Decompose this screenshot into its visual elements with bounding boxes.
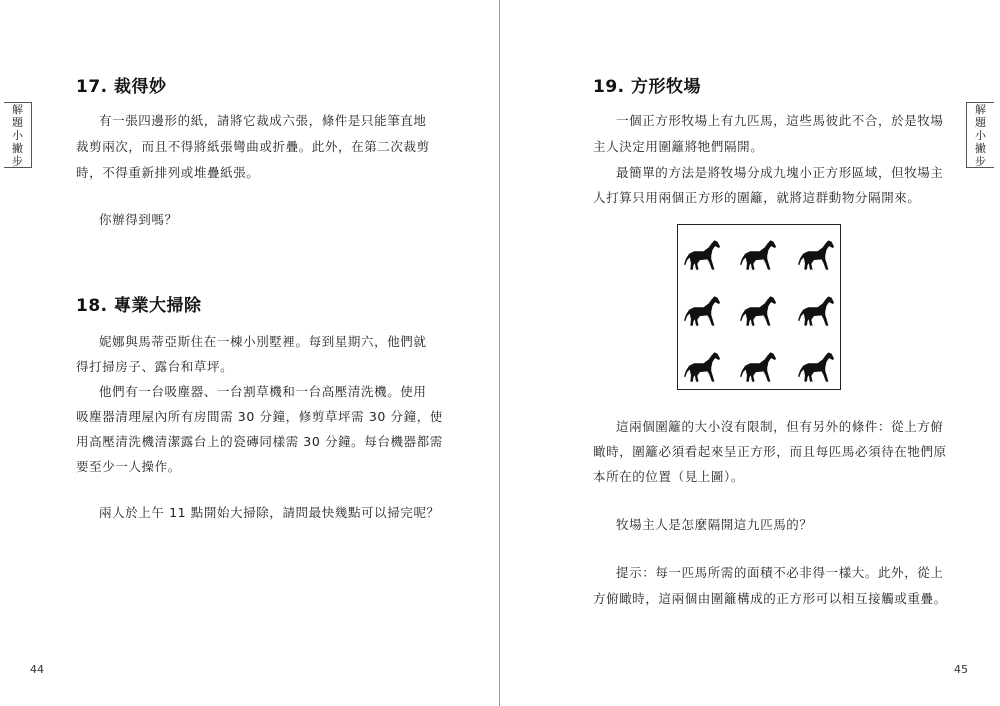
side-tab-char: 解 (975, 102, 986, 116)
horse-icon (740, 351, 778, 383)
puzzle-18-line: 妮娜與馬蒂亞斯住在一棟小別墅裡。每到星期六，他們就 (99, 334, 427, 349)
puzzle-19-hint: 提示：每一匹馬所需的面積不必非得一樣大。此外，從上 (616, 565, 944, 580)
puzzle-17-question: 你辦得到嗎？ (99, 212, 178, 227)
puzzle-19-line: 一個正方形牧場上有九匹馬，這些馬彼此不合，於是牧場 (616, 113, 944, 128)
side-tab-right (966, 102, 994, 168)
side-tab-char: 小 (975, 128, 986, 142)
puzzle-17-title: 17. 裁得妙 (76, 77, 167, 97)
puzzle-19-line: 這兩個圍籬的大小沒有限制，但有另外的條件：從上方俯 (616, 419, 944, 434)
puzzle-19-line: 最簡單的方法是將牧場分成九塊小正方形區域，但牧場主 (616, 165, 944, 180)
book-spine (499, 0, 500, 706)
side-tab-char: 題 (975, 115, 986, 129)
horse-icon (740, 295, 778, 327)
puzzle-18-line: 用高壓清洗機清潔露台上的瓷磚同樣需 30 分鐘。每台機器都需 (76, 434, 443, 449)
right-page (501, 0, 1000, 706)
horse-icon (798, 351, 836, 383)
puzzle-19-title: 19. 方形牧場 (593, 77, 702, 97)
page-number-right: 45 (954, 663, 968, 676)
side-tab-char: 步 (975, 154, 986, 168)
horse-icon (740, 239, 778, 271)
puzzle-18-line: 吸塵器清理屋內所有房間需 30 分鐘，修剪草坪需 30 分鐘，使 (76, 409, 443, 424)
horse-icon (684, 351, 722, 383)
puzzle-17-line: 有一張四邊形的紙，請將它裁成六張，條件是只能筆直地 (99, 113, 427, 128)
horse-icon (684, 295, 722, 327)
puzzle-18-title: 18. 專業大掃除 (76, 296, 202, 316)
page-number-left: 44 (30, 663, 44, 676)
side-tab-char: 解 (12, 102, 23, 116)
side-tab-char: 步 (12, 154, 23, 168)
puzzle-19-line: 人打算只用兩個正方形的圍籬，就將這群動物分隔開來。 (593, 190, 921, 205)
puzzle-17-line: 裁剪兩次，而且不得將紙張彎曲或折疊。此外，在第二次裁剪 (76, 139, 430, 154)
side-tab-char: 小 (12, 128, 23, 142)
side-tab-char: 撇 (975, 141, 986, 155)
puzzle-19-line: 本所在的位置（見上圖）。 (593, 469, 744, 484)
left-page (0, 0, 499, 706)
puzzle-18-line: 他們有一台吸塵器、一台割草機和一台高壓清洗機。使用 (99, 384, 427, 399)
puzzle-19-hint: 方俯瞰時，這兩個由圍籬構成的正方形可以相互接觸或重疊。 (593, 591, 947, 606)
pasture-figure (677, 224, 841, 390)
puzzle-17-line: 時，不得重新排列或堆疊紙張。 (76, 165, 260, 180)
puzzle-19-question: 牧場主人是怎麼隔開這九匹馬的？ (616, 517, 813, 532)
horse-icon (798, 295, 836, 327)
puzzle-18-line: 得打掃房子、露台和草坪。 (76, 359, 234, 374)
puzzle-18-question: 兩人於上午 11 點開始大掃除，請問最快幾點可以掃完呢？ (99, 505, 440, 520)
puzzle-19-line: 主人決定用圍籬將牠們隔開。 (593, 139, 764, 154)
side-tab-char: 題 (12, 115, 23, 129)
side-tab-char: 撇 (12, 141, 23, 155)
side-tab-left (4, 102, 32, 168)
horse-icon (684, 239, 722, 271)
puzzle-19-line: 瞰時，圍籬必須看起來呈正方形，而且每匹馬必須待在牠們原 (593, 444, 947, 459)
horse-icon (798, 239, 836, 271)
puzzle-18-line: 要至少一人操作。 (76, 459, 181, 474)
